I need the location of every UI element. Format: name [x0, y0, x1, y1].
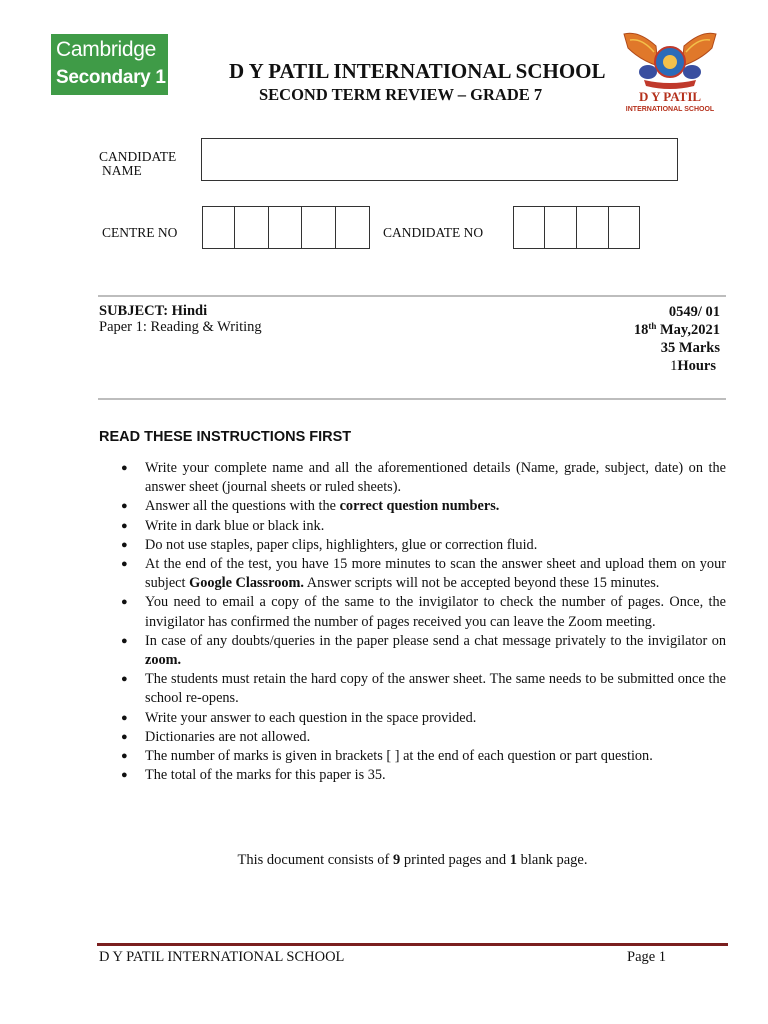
bullet-icon: ● — [121, 500, 128, 513]
candidate-no-box[interactable] — [544, 206, 577, 249]
centre-no-box[interactable] — [234, 206, 269, 249]
candidate-no-label: CANDIDATE NO — [383, 225, 484, 240]
logo-subtitle: INTERNATIONAL SCHOOL — [625, 106, 715, 113]
list-item: ● Do not use staples, paper clips, highlighters, glue or correction fluid. — [121, 536, 726, 555]
candidate-no-box[interactable] — [513, 206, 545, 249]
badge-line-1: Cambridge — [56, 38, 157, 61]
bullet-icon: ● — [121, 538, 128, 551]
list-item: ● The students must retain the hard copy of the answer sheet. The same needs to be submitted once the school re-opens. — [121, 671, 726, 707]
list-item: ● Write in dark blue or black ink. — [121, 517, 726, 536]
subject-value: Hindi — [171, 303, 208, 319]
list-item: ● Dictionaries are not allowed. — [121, 728, 726, 747]
review-title: SECOND TERM REVIEW – GRADE 7 — [259, 85, 543, 104]
bullet-icon: ● — [121, 730, 128, 743]
bullet-icon: ● — [121, 462, 128, 474]
divider-top — [98, 295, 726, 297]
exam-info — [634, 303, 720, 375]
instructions-heading: READ THESE INSTRUCTIONS FIRST — [99, 429, 352, 445]
centre-no-box[interactable] — [301, 206, 336, 249]
footer-rule — [97, 943, 728, 946]
candidate-no-box[interactable] — [576, 206, 609, 249]
list-item: ● Write your answer to each question in the space provided. — [121, 709, 726, 728]
footer-school: D Y PATIL INTERNATIONAL SCHOOL — [99, 949, 345, 965]
candidate-name-field[interactable] — [201, 138, 678, 181]
centre-no-box[interactable] — [268, 206, 302, 249]
candidate-name-label: CANDIDATE NAME — [99, 149, 177, 178]
centre-no-boxes — [202, 206, 370, 249]
logo-name: D Y PATIL — [638, 89, 702, 104]
centre-no-box[interactable] — [335, 206, 370, 249]
bullet-icon: ● — [121, 634, 128, 647]
paper-title: Paper 1: Reading & Writing — [99, 319, 262, 335]
bullet-icon: ● — [121, 596, 128, 609]
list-item: ● You need to email a copy of the same to the invigilator to check the number of pages. Once, the invigilator has confirmed the number of pages received you can leave the Zoom meeting. — [121, 594, 726, 630]
divider-bottom — [98, 398, 726, 400]
candidate-no-box[interactable] — [608, 206, 640, 249]
duration: 1Hours — [670, 358, 716, 374]
list-item: ● At the end of the test, you have 15 more minutes to scan the answer sheet and upload them on your subject Google Classroom. Answer scripts will not be accepted beyond these 15 minutes. — [121, 556, 726, 592]
exam-date: 18th May,2021 — [633, 321, 720, 338]
cambridge-badge — [51, 34, 168, 95]
page-number: Page 1 — [627, 949, 667, 965]
centre-no-label: CENTRE NO — [102, 225, 178, 240]
bullet-icon: ● — [121, 750, 128, 763]
subject-block — [99, 303, 262, 335]
bullet-icon: ● — [121, 558, 128, 571]
candidate-no-boxes — [513, 206, 640, 249]
bullet-icon: ● — [121, 711, 128, 724]
total-marks: 35 Marks — [660, 340, 720, 356]
list-item: ● Answer all the questions with the correct question numbers. — [121, 497, 726, 516]
instructions-list — [121, 459, 726, 785]
bullet-icon: ● — [121, 673, 128, 686]
subject-label: SUBJECT: — [99, 303, 169, 319]
list-item: ● In case of any doubts/queries in the paper please send a chat message privately to the invigilator on zoom. — [121, 632, 726, 669]
list-item: ● The total of the marks for this paper is 35. — [121, 766, 726, 785]
paper-code: 0549/ 01 — [668, 304, 720, 320]
document-pages-note: This document consists of 9 printed pages and 1 blank page. — [237, 852, 588, 868]
centre-no-box[interactable] — [202, 206, 235, 249]
badge-line-2: Secondary 1 — [56, 67, 166, 88]
list-item: ● The number of marks is given in brackets [ ] at the end of each question or part question. — [121, 747, 726, 766]
bullet-icon: ● — [121, 519, 128, 532]
bullet-icon: ● — [121, 769, 128, 782]
list-item: ● Write your complete name and all the aforementioned details (Name, grade, subject, date) on the answer sheet (journal sheets or ruled sheets). — [121, 460, 726, 496]
school-title: D Y PATIL INTERNATIONAL SCHOOL — [229, 59, 606, 83]
school-logo — [618, 26, 722, 120]
